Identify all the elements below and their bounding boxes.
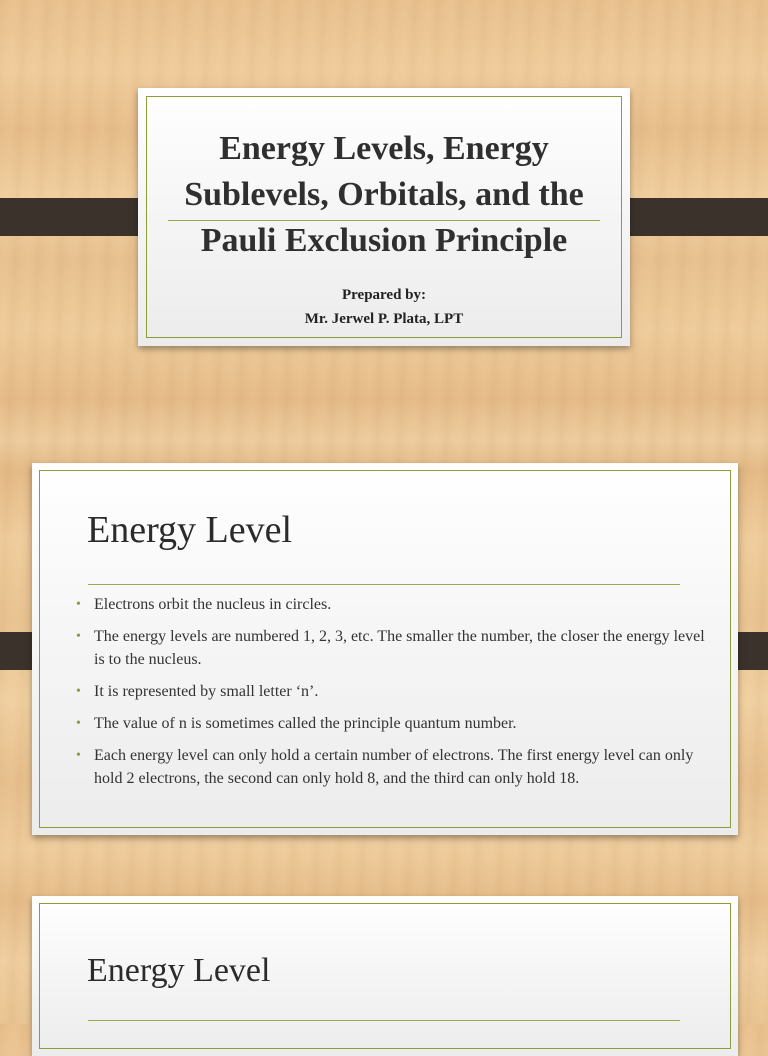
title-slide[interactable] — [138, 88, 630, 346]
bullet-item — [76, 593, 711, 616]
heading-divider — [88, 584, 680, 585]
bullet-item — [76, 712, 711, 735]
bullet-text: Each energy level can only hold a certain number of electrons. The first energy level can only hold 2 electrons, the second can only hold 8, and the third can only hold 18. — [94, 747, 694, 787]
slide1-band-left — [0, 198, 158, 236]
slide-heading: Energy Level — [87, 952, 271, 989]
bullet-icon: • — [76, 597, 81, 612]
bullet-icon: • — [76, 629, 81, 644]
title-line: Sublevels, Orbitals, and the — [184, 176, 584, 213]
credits — [138, 283, 630, 331]
bullet-item — [76, 625, 711, 671]
bullet-text: The energy levels are numbered 1, 2, 3, etc. The smaller the number, the closer the energy level is to the nucleus. — [94, 628, 705, 668]
bullet-icon: • — [76, 748, 81, 763]
energy-level-slide-2[interactable] — [32, 896, 738, 1056]
bullet-item — [76, 680, 711, 703]
bullet-text: It is represented by small letter ‘n’. — [94, 683, 319, 700]
bullet-icon: • — [76, 716, 81, 731]
bullet-text: The value of n is sometimes called the principle quantum number. — [94, 715, 517, 732]
energy-level-slide[interactable] — [32, 463, 738, 835]
bullet-icon: • — [76, 684, 81, 699]
prepared-by-label: Prepared by: — [341, 287, 427, 303]
bullet-text: Electrons orbit the nucleus in circles. — [94, 596, 332, 613]
slide-title — [138, 126, 630, 264]
bullet-list — [76, 593, 711, 799]
bullet-item — [76, 744, 711, 790]
heading-divider — [88, 1020, 680, 1021]
slide-heading: Energy Level — [87, 509, 293, 551]
title-line: Energy Levels, Energy — [219, 130, 549, 167]
slide1-band-right — [612, 198, 768, 236]
author-name: Mr. Jerwel P. Plata, LPT — [304, 311, 464, 327]
title-line: Pauli Exclusion Principle — [200, 222, 568, 259]
